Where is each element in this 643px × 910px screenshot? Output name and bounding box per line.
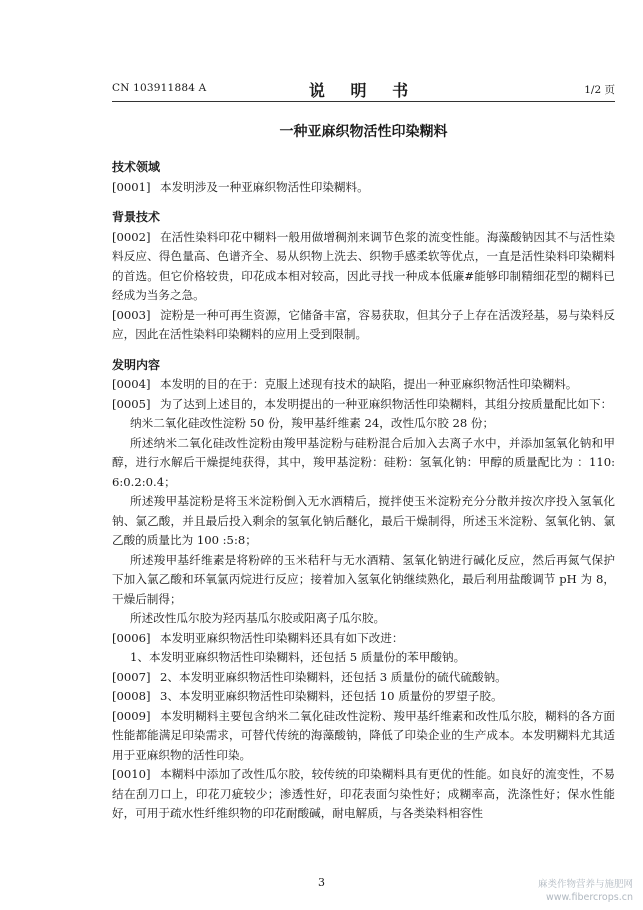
paragraph-number: [0010] <box>112 767 151 781</box>
section-heading: 发明内容 <box>112 357 161 372</box>
paragraph <box>112 551 615 610</box>
paragraph <box>112 648 615 668</box>
paragraph <box>112 609 615 629</box>
document-body <box>112 158 615 824</box>
paragraph-number: [0005] <box>112 396 151 411</box>
paragraph-text: 本发明亚麻织物活性印染糊料还具有如下改进： <box>160 630 404 645</box>
paragraph <box>112 395 615 415</box>
paragraph-text: 在活性染料印花中糊料一般用做增稠剂来调节色浆的流变性能。海藻酸钠因其不与活性染料反应、得色量高、色谱齐全、易从织物上洗去、织物手感柔软等优点，一直是活性染料印染糊料的首选。但它价格较贵，印花成本相对较高，因此寻找一种成本低廉#能够印制精细花型的糊料已经成为当务之急。 <box>112 229 615 302</box>
paragraph-text: 纳米二氧化硅改性淀粉 50 份，羧甲基纤维素 24，改性瓜尔胶 28 份； <box>130 416 495 430</box>
paragraph-text: 本发明的目的在于：克服上述现有技术的缺陷，提出一种亚麻织物活性印染糊料。 <box>160 377 578 391</box>
paragraph <box>112 375 615 395</box>
paragraph-text: 所述纳米二氧化硅改性淀粉由羧甲基淀粉与硅粉混合后加入去离子水中，并添加氢氧化钠和甲醇，进行水解后干燥提纯获得，其中，羧甲基淀粉：硅粉：氢氧化钠：甲醇的质量配比为 ：110:6:0.2:0.4； <box>112 435 615 489</box>
page-header <box>112 78 615 100</box>
paragraph-number: [0004] <box>112 377 151 391</box>
page-number: 3 <box>318 876 325 889</box>
section-heading: 技术领域 <box>112 160 161 174</box>
site-watermark <box>538 878 633 904</box>
paragraph-number: [0001] <box>112 179 151 194</box>
document-type: 说 明 书 <box>308 81 419 100</box>
paragraph-text: 本糊料中添加了改性瓜尔胶，较传统的印染糊料具有更优的性能。如良好的流变性，不易结在刮刀口上，印花刀疵较少；渗透性好，印花表面匀染性好；成糊率高，洗涤性好；保水性能好，可用于疏水性纤维织物的印花耐酸碱，耐电解质，与各类染料相容性 <box>112 767 615 820</box>
paragraph <box>112 414 615 434</box>
paragraph <box>112 668 615 688</box>
section-heading: 背景技术 <box>112 210 161 224</box>
paragraph <box>112 492 615 551</box>
paragraph <box>112 178 615 198</box>
paragraph <box>112 228 615 306</box>
watermark-url: www.fibercrops.cn <box>546 892 633 903</box>
paragraph-text: 本发明涉及一种亚麻织物活性印染糊料。 <box>160 179 369 194</box>
paragraph <box>112 629 615 649</box>
paragraph-number: [0009] <box>112 708 151 723</box>
paragraph-number: [0008] <box>112 689 151 703</box>
paragraph-text: 3、本发明亚麻织物活性印染糊料，还包括 10 质量份的罗望子胶。 <box>160 689 503 703</box>
paragraph <box>112 707 615 766</box>
paragraph <box>112 434 615 493</box>
paragraph-number: [0002] <box>112 229 151 244</box>
watermark-site-name: 麻类作物营养与施肥网 <box>537 879 633 890</box>
header-divider <box>112 101 615 102</box>
paragraph <box>112 765 615 824</box>
paragraph-text: 1、本发明亚麻织物活性印染糊料，还包括 5 质量份的苯甲酸钠。 <box>130 650 466 664</box>
paragraph-number: [0006] <box>112 630 151 645</box>
paragraph-text: 2、本发明亚麻织物活性印染糊料，还包括 3 质量份的硫代硫酸钠。 <box>160 669 507 684</box>
page-indicator: 1/2 页 <box>584 84 615 96</box>
paragraph-number: [0003] <box>112 307 151 322</box>
patent-number: CN 103911884 A <box>112 82 207 94</box>
paragraph <box>112 306 615 345</box>
paragraph-text: 所述改性瓜尔胶为羟丙基瓜尔胶或阳离子瓜尔胶。 <box>130 611 386 625</box>
paragraph-text: 本发明糊料主要包含纳米二氧化硅改性淀粉、羧甲基纤维素和改性瓜尔胶，糊料的各方面性能都能满足印染需求，可替代传统的海藻酸钠，降低了印染企业的生产成本。本发明糊料尤其适用于亚麻织物的活性印染。 <box>112 708 615 762</box>
paragraph <box>112 687 615 707</box>
paragraph-text: 为了达到上述目的，本发明提出的一种亚麻织物活性印染糊料，其组分按质量配比如下： <box>160 396 613 411</box>
paragraph-text: 淀粉是一种可再生资源，它储备丰富，容易获取，但其分子上存在活泼羟基，易与染料反应，因此在活性染料印染糊料的应用上受到限制。 <box>112 307 615 341</box>
paragraph-text: 所述羧甲基淀粉是将玉米淀粉倒入无水酒精后，搅拌使玉米淀粉充分分散并按次序投入氢氧化钠、氯乙酸，并且最后投入剩余的氢氧化钠后醚化，最后干燥制得，所述玉米淀粉、氢氧化钠、氯乙酸的质量比为 100 :5:8； <box>112 494 615 547</box>
document-title: 一种亚麻织物活性印染糊料 <box>279 124 448 140</box>
paragraph-text: 所述羧甲基纤维素是将粉碎的玉米秸秆与无水酒精、氢氧化钠进行碱化反应，然后再氮气保护下加入氯乙酸和环氧氯丙烷进行反应；接着加入氢氧化钠继续熟化，最后利用盐酸调节 pH 为 8，干燥后制得； <box>112 552 615 606</box>
paragraph-number: [0007] <box>112 669 151 684</box>
